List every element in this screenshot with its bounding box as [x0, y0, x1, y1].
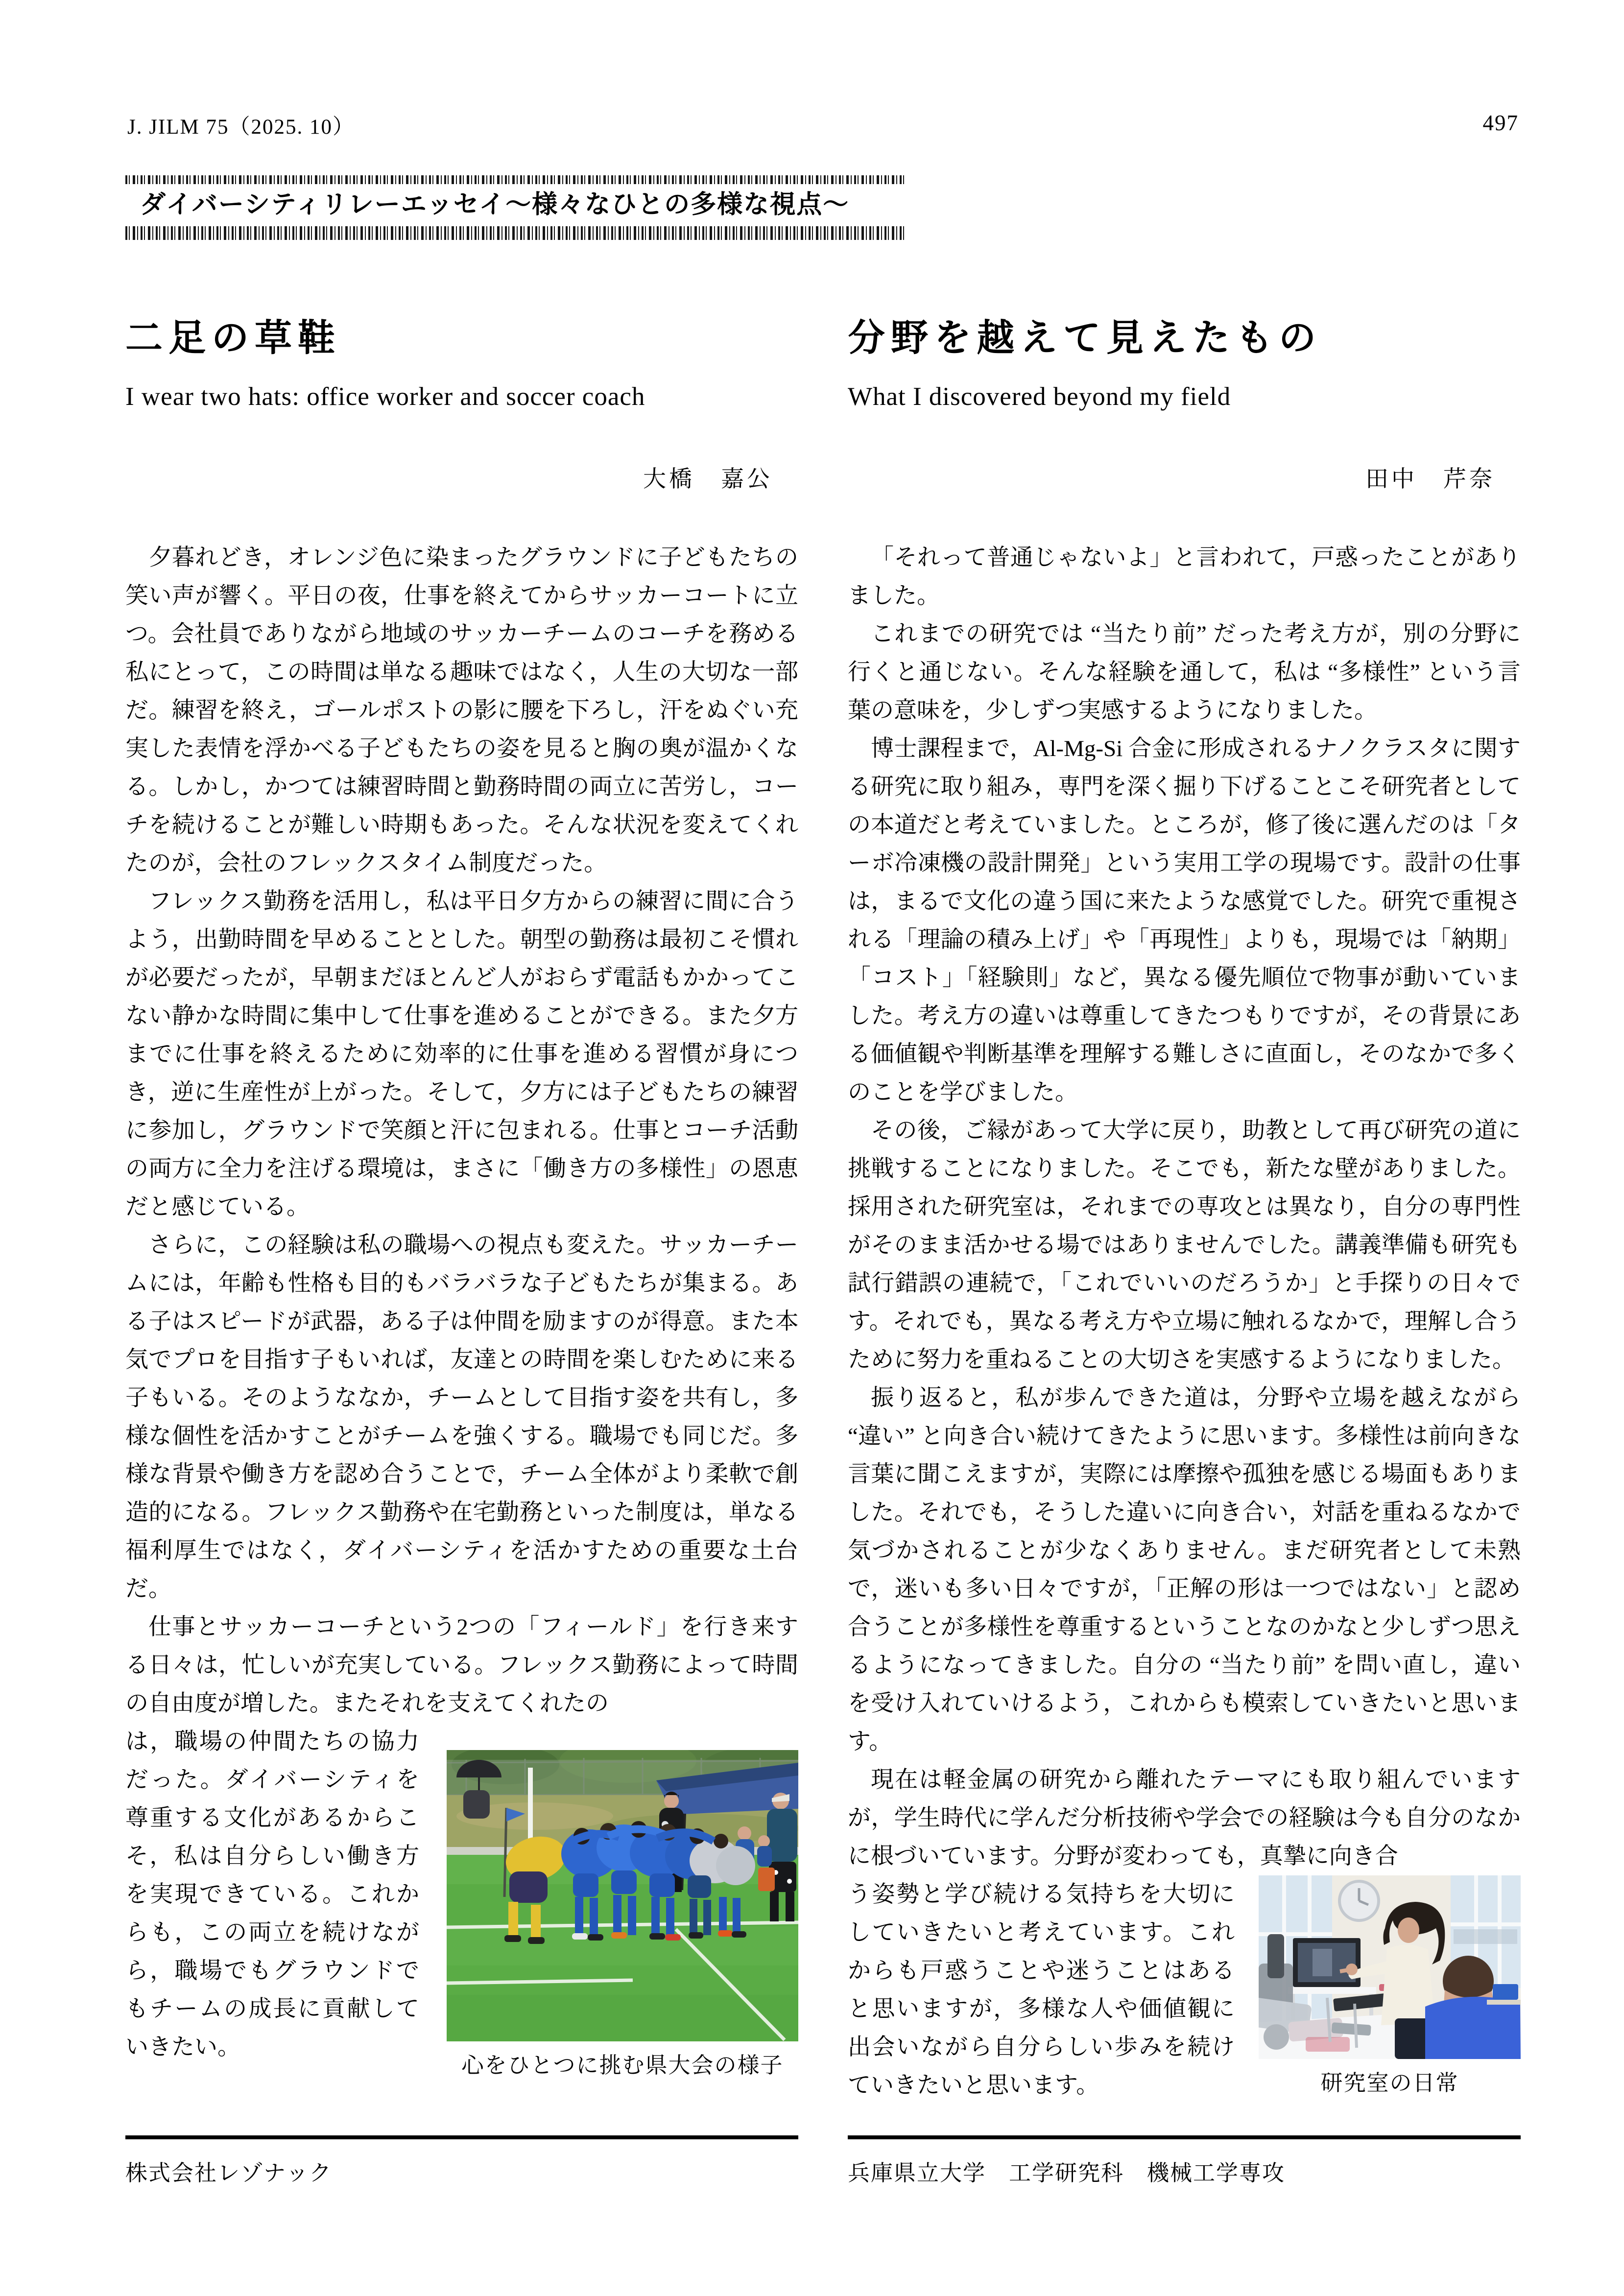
paragraph-continuation: う姿勢と学び続ける気持ちを大切にしていきたいと考えています。これからも戸惑うことや迷うことはあると思いますが，多様な人や価値観に出会いながら自分らしい歩みを続けていきたいと思います。	[848, 1882, 1235, 2098]
page-number: 497	[1482, 111, 1519, 135]
laboratory-photo-caption: 研究室の日常	[1320, 2071, 1459, 2095]
essay-left-body	[125, 539, 798, 2080]
paragraph: さらに，この経験は私の職場への視点も変えた。サッカーチームには，年齢も性格も目的もバラバラな子どもたちが集まる。ある子はスピードが武器，ある子は仲間を励ますのが得意。また本気でプロを目指す子もいれば，友達との時間を楽しむために来る子もいる。そのようななか，チームとして目指す姿を共有し，多様な個性を活かすことがチームを強くする。職場でも同じだ。多様な背景や働き方を認め合うことで，チーム全体がより柔軟で創造的になる。フレックス勤務や在宅勤務といった制度は，単なる福利厚生ではなく，ダイバーシティを活かすための重要な土台だ。	[125, 1232, 798, 1602]
soccer-photo-figure	[447, 1750, 798, 2080]
laboratory-photo-figure	[1259, 1875, 1521, 2097]
paragraph: フレックス勤務を活用し，私は平日夕方からの練習に間に合うよう，出勤時間を早めることとした。朝型の勤務は最初こそ慣れが必要だったが，早朝まだほとんど人がおらず電話もかかってこない静かな時間に集中して仕事を進めることができる。また夕方までに仕事を終えるために効率的に仕事を進める習慣が身につき，逆に生産性が上がった。そして，夕方には子どもたちの練習に参加し，グラウンドで笑顔と汗に包まれる。仕事とコーチ活動の両方に全力を注げる環境は，まさに「働き方の多様性」の恩恵だと感じている。	[125, 889, 798, 1220]
essay-right-affiliation: 兵庫県立大学 工学研究科 機械工学専攻	[848, 2161, 1286, 2185]
paragraph: 夕暮れどき，オレンジ色に染まったグラウンドに子どもたちの笑い声が響く。平日の夜，仕事を終えてからサッカーコートに立つ。会社員でありながら地域のサッカーチームのコーチを務める私にとって，この時間は単なる趣味ではなく，人生の大切な一部だ。練習を終え，ゴールポストの影に腰を下ろし，汗をぬぐい充実した表情を浮かべる子どもたちの姿を見ると胸の奥が温かくなる。しかし，かつては練習時間と勤務時間の両立に苦労し，コーチを続けることが難しい時期もあった。そんな状況を変えてくれたのが，会社のフレックスタイム制度だった。	[125, 545, 798, 876]
paragraph: 振り返ると，私が歩んできた道は，分野や立場を越えながら “違い” と向き合い続けてきたように思います。多様性は前向きな言葉に聞こえますが，実際には摩擦や孤独を感じる場面もありました。それでも，そうした違いに向き合い，対話を重ねるなかで気づかされることが少なくありません。まだ研究者として未熟で，迷いも多い日々ですが，「正解の形は一つではない」と認め合うことが多様性を尊重するということなのかなと少しずつ思えるようになってきました。自分の “当たり前” を問い直し，違いを受け入れていけるよう，これからも模索していきたいと思います。	[848, 1385, 1521, 1754]
paragraph: 現在は軽金属の研究から離れたテーマにも取り組んでいますが，学生時代に学んだ分析技術や学会での経験は今も自分のなかに根づいています。分野が変わっても，真摯に向き合	[848, 1767, 1521, 1869]
essay-right-body	[848, 539, 1521, 2105]
journal-reference: J. JILM 75（2025. 10）	[127, 116, 355, 139]
essay-left-author: 大橋 嘉公	[643, 467, 773, 492]
essay-left-title: 二足の草鞋	[125, 318, 341, 359]
paragraph: 「それって普通じゃないよ」と言われて，戸惑ったことがありました。	[848, 545, 1521, 609]
essay-left-affiliation: 株式会社レゾナック	[125, 2161, 333, 2185]
footer-divider	[125, 2135, 798, 2139]
essay-left	[125, 316, 798, 2185]
essay-right-title: 分野を越えて見えたもの	[848, 318, 1322, 359]
section-banner-title: ダイバーシティリレーエッセイ～様々なひとの多様な視点～	[140, 190, 850, 219]
page-header	[127, 110, 1519, 140]
barcode-stripe-top	[125, 175, 904, 184]
essay-columns	[125, 316, 1521, 2185]
paragraph: 仕事とサッカーコーチという2つの「フィールド」を行き来する日々は，忙しいが充実している。フレックス勤務によって時間の自由度が増した。またそれを支えてくれたの	[125, 1614, 798, 1716]
laboratory-photo	[1259, 1875, 1521, 2059]
text-photo-row	[125, 1723, 798, 2080]
section-banner	[125, 175, 904, 240]
paragraph-continuation: は，職場の仲間たちの協力だった。ダイバーシティを尊重する文化があるからこそ，私は自分らしい働き方を実現できている。これからも，この両立を続けながら，職場でもグラウンドでもチームの成長に貢献していきたい。	[125, 1729, 419, 2060]
essay-right	[848, 316, 1521, 2185]
paragraph: これまでの研究では “当たり前” だった考え方が，別の分野に行くと通じない。そんな経験を通して，私は “多様性” という言葉の意味を，少しずつ実感するようになりました。	[848, 621, 1521, 723]
essay-left-footer	[125, 2135, 798, 2185]
essay-right-author: 田中 芹奈	[1365, 467, 1495, 492]
paragraph: 博士課程まで，Al-Mg-Si 合金に形成されるナノクラスタに関する研究に取り組み，専門を深く掘り下げることこそ研究者としての本道だと考えていました。ところが，修了後に選んだのは「ターボ冷凍機の設計開発」という実用工学の現場です。設計の仕事は，まるで文化の違う国に来たような感覚でした。研究で重視される「理論の積み上げ」や「再現性」よりも，現場では「納期」「コスト」「経験則」など，異なる優先順位で物事が動いていました。考え方の違いは尊重してきたつもりですが，その背景にある価値観や判断基準を理解する難しさに直面し，そのなかで多くのことを学びました。	[848, 736, 1521, 1105]
soccer-team-photo	[447, 1750, 798, 2041]
essay-left-subtitle-en: I wear two hats: office worker and soccer coach	[125, 382, 645, 411]
barcode-stripe-bottom	[125, 226, 904, 240]
essay-right-subtitle-en: What I discovered beyond my field	[848, 382, 1231, 411]
essay-right-footer	[848, 2135, 1521, 2185]
text-photo-row	[848, 1875, 1521, 2105]
paragraph: その後，ご縁があって大学に戻り，助教として再び研究の道に挑戦することになりました。そこでも，新たな壁がありました。採用された研究室は，それまでの専攻とは異なり，自分の専門性がそのまま活かせる場ではありませんでした。講義準備も研究も試行錯誤の連続で，「これでいいのだろうか」と手探りの日々です。それでも，異なる考え方や立場に触れるなかで，理解し合うために努力を重ねることの大切さを実感するようになりました。	[848, 1118, 1521, 1373]
footer-divider	[848, 2135, 1521, 2139]
soccer-photo-caption: 心をひとつに挑む県大会の様子	[461, 2053, 784, 2078]
